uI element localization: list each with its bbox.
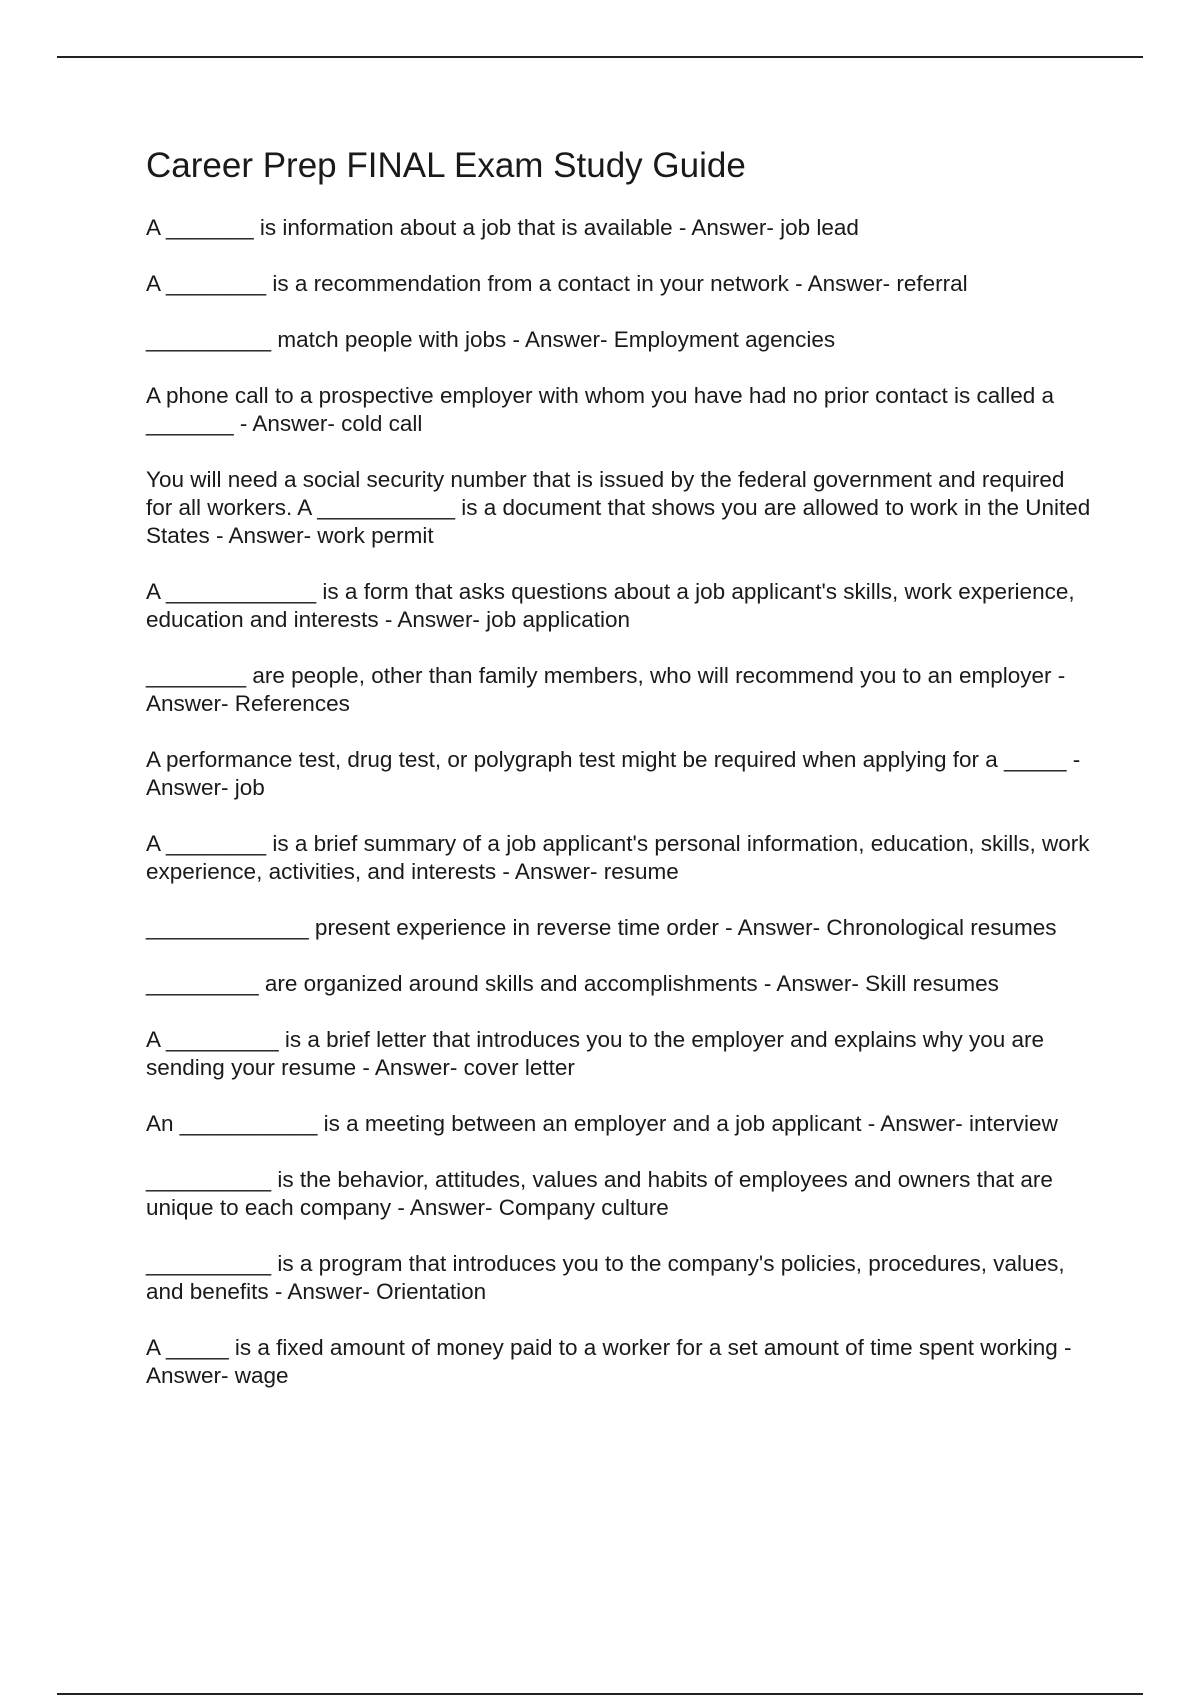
question-item: __________ match people with jobs - Answer- Employment agencies	[146, 327, 836, 352]
document-body	[146, 140, 1091, 1418]
question-item: A performance test, drug test, or polygraph test might be required when applying for a _____ - Answer- job	[146, 747, 1081, 800]
question-item: A _______ is information about a job that is available - Answer- job lead	[146, 215, 859, 240]
question-item: __________ is the behavior, attitudes, values and habits of employees and owners that are unique to each company - Answer- Company culture	[146, 1167, 1053, 1220]
question-item: A phone call to a prospective employer with whom you have had no prior contact is called a _______ - Answer- cold call	[146, 383, 1055, 436]
header-rule	[57, 56, 1143, 58]
question-item: __________ is a program that introduces you to the company's policies, procedures, values, and benefits - Answer- Orientation	[146, 1251, 1065, 1304]
page-title: Career Prep FINAL Exam Study Guide	[146, 146, 746, 185]
question-item: A ____________ is a form that asks questions about a job applicant's skills, work experience, education and interests - Answer- job application	[146, 579, 1075, 632]
question-item: A ________ is a recommendation from a contact in your network - Answer- referral	[146, 271, 968, 296]
question-item: _________ are organized around skills and accomplishments - Answer- Skill resumes	[146, 971, 999, 996]
question-item: A _________ is a brief letter that introduces you to the employer and explains why you are sending your resume - Answer- cover letter	[146, 1027, 1045, 1080]
question-item: _____________ present experience in reverse time order - Answer- Chronological resumes	[146, 915, 1057, 940]
question-item: A _____ is a fixed amount of money paid to a worker for a set amount of time spent working - Answer- wage	[146, 1335, 1072, 1388]
question-item: You will need a social security number that is issued by the federal government and required for all workers. A ___________ is a document that shows you are allowed to work in the United States - Answer- work permit	[146, 467, 1091, 548]
footer-rule	[57, 1693, 1143, 1695]
question-item: ________ are people, other than family members, who will recommend you to an employer - Answer- References	[146, 663, 1066, 716]
question-item: A ________ is a brief summary of a job applicant's personal information, education, skills, work experience, activities, and interests - Answer- resume	[146, 831, 1090, 884]
question-item: An ___________ is a meeting between an employer and a job applicant - Answer- interview	[146, 1111, 1058, 1136]
question-list	[146, 214, 1091, 1390]
